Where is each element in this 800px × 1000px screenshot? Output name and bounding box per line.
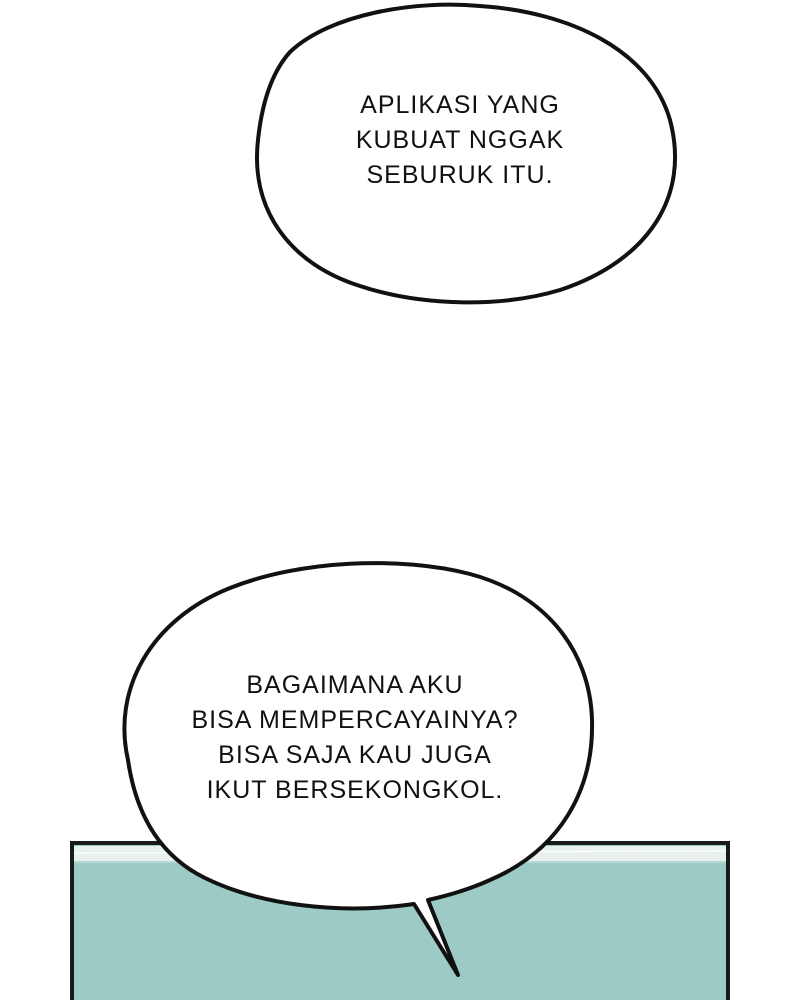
bubble-2-line-1: BAGAIMANA AKU xyxy=(246,671,464,699)
speech-bubble-1-text xyxy=(300,88,620,193)
bubble-2-line-4: IKUT BERSEKONGKOL. xyxy=(206,776,504,804)
bubble-1-line-3: SEBURUK ITU. xyxy=(366,161,554,189)
speech-bubble-2-text xyxy=(150,668,560,808)
bubble-2-line-2: BISA MEMPERCAYAINYA? xyxy=(191,706,519,734)
bubble-1-line-1: APLIKASI YANG xyxy=(360,91,560,119)
bubble-1-line-2: KUBUAT NGGAK xyxy=(355,126,565,154)
bubble-2-line-3: BISA SAJA KAU JUGA xyxy=(218,741,492,769)
